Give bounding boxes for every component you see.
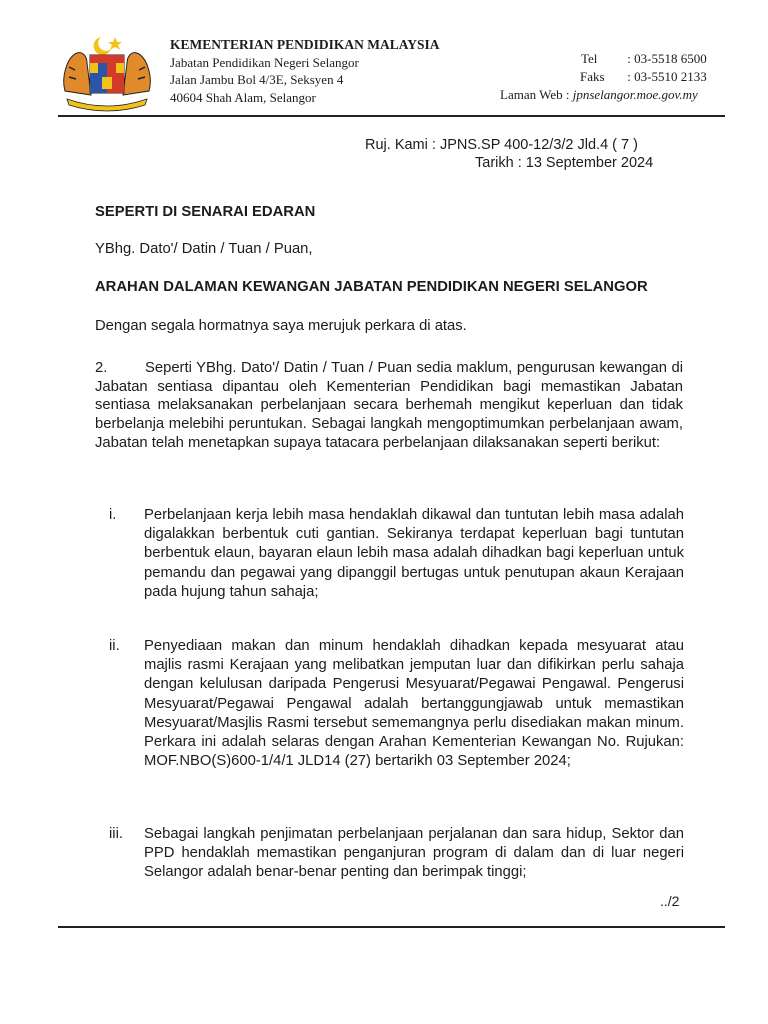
web-label: Laman Web : (500, 87, 570, 102)
recipients-line: SEPERTI DI SENARAI EDARAN (95, 204, 316, 220)
list-item-text: Sebagai langkah penjimatan perbelanjaan perjalanan dan sara hidup, Sektor dan PPD hendaklah memastikan penganjuran program di dalam dan di luar negeri Selangor adalah benar-benar penting dan berimpak tinggi; (144, 826, 684, 881)
paragraph-2 (95, 359, 683, 453)
paragraph-1: Dengan segala hormatnya saya merujuk perkara di atas. (95, 318, 467, 334)
reference-number: : JPNS.SP 400-12/3/2 Jld.4 ( 7 ) (431, 137, 638, 153)
letterhead (170, 36, 440, 106)
list-item-number: i. (109, 507, 117, 523)
fax-value: : 03-5510 2133 (627, 69, 707, 84)
header-divider (58, 115, 725, 117)
address-line-1: Jalan Jambu Bol 4/3E, Seksyen 4 (170, 72, 344, 87)
tel-label: Tel (581, 51, 598, 66)
salutation: YBhg. Dato'/ Datin / Tuan / Puan, (95, 241, 313, 257)
web-link[interactable]: jpnselangor.moe.gov.my (572, 87, 698, 102)
fax-label: Faks (580, 69, 605, 84)
next-page-marker: ../2 (660, 893, 680, 909)
subject-heading: ARAHAN DALAMAN KEWANGAN JABATAN PENDIDIKAN NEGERI SELANGOR (95, 279, 648, 295)
date-label: Tarikh (475, 155, 514, 171)
list-item-text: Perbelanjaan kerja lebih masa hendaklah dikawal dan tuntutan lebih masa adalah digalakkan berbentuk cuti gantian. Sekiranya terdapat keperluan bagi tuntutan berbentuk elaun, bayaran elaun lebih masa adalah dihadkan bagi keperluan untuk pemandu dan pegawai yang dipanggil bertugas untuk penutupan akaun Kerajaan pada hujung tahun sahaja; (144, 507, 684, 600)
list-item (109, 506, 684, 602)
list-item-text: Penyediaan makan dan minum hendaklah dihadkan kepada mesyuarat atau majlis rasmi Kerajaan yang melibatkan jemputan luar dan difikirkan perlu sahaja dengan kelulusan daripada Pengerusi Mesyuarat/Pegawai Pengawal. Pengerusi Mesyuarat/Pegawai Pengawal adalah bertanggungjawab untuk memastikan Mesyuarat/Masjlis Rasmi tersebut sememangnya perlu disediakan makan minum. Perkara ini adalah selaras dengan Arahan Kementerian Kewangan No. Rujukan: MOF.NBO(S)600-1/4/1 JLD14 (27) bertarikh 03 September 2024; (144, 638, 684, 770)
tel-value: : 03-5518 6500 (627, 51, 707, 66)
reference-label: Ruj. Kami (365, 137, 428, 153)
list-item-number: ii. (109, 638, 120, 654)
list-item (109, 637, 684, 771)
date-value: : 13 September 2024 (517, 155, 654, 171)
list-item (109, 825, 684, 883)
footer-divider (58, 926, 725, 928)
department-name: Jabatan Pendidikan Negeri Selangor (170, 54, 359, 70)
paragraph-2-number: 2. (95, 360, 108, 376)
ministry-name: KEMENTERIAN PENDIDIKAN MALAYSIA (170, 37, 440, 52)
paragraph-2-text: Seperti YBhg. Dato'/ Datin / Tuan / Puan sedia maklum, pengurusan kewangan di Jabatan sentiasa dipantau oleh Kementerian Pendidikan bagi memastikan Jabatan sentiasa melaksanakan perbelanjaan secara berhemah mengikut keperluan dan tidak berbelanja melebihi peruntukan. Sebagai langkah mengoptimumkan perbelanjaan awam, Jabatan telah menetapkan supaya tatacara perbelanjaan dilaksanakan seperti berikut: (95, 360, 683, 451)
contact-info (500, 50, 707, 104)
address-line-2: 40604 Shah Alam, Selangor (170, 89, 316, 105)
coat-of-arms-logo (57, 33, 157, 113)
list-item-number: iii. (109, 826, 123, 842)
reference-block (365, 136, 653, 172)
